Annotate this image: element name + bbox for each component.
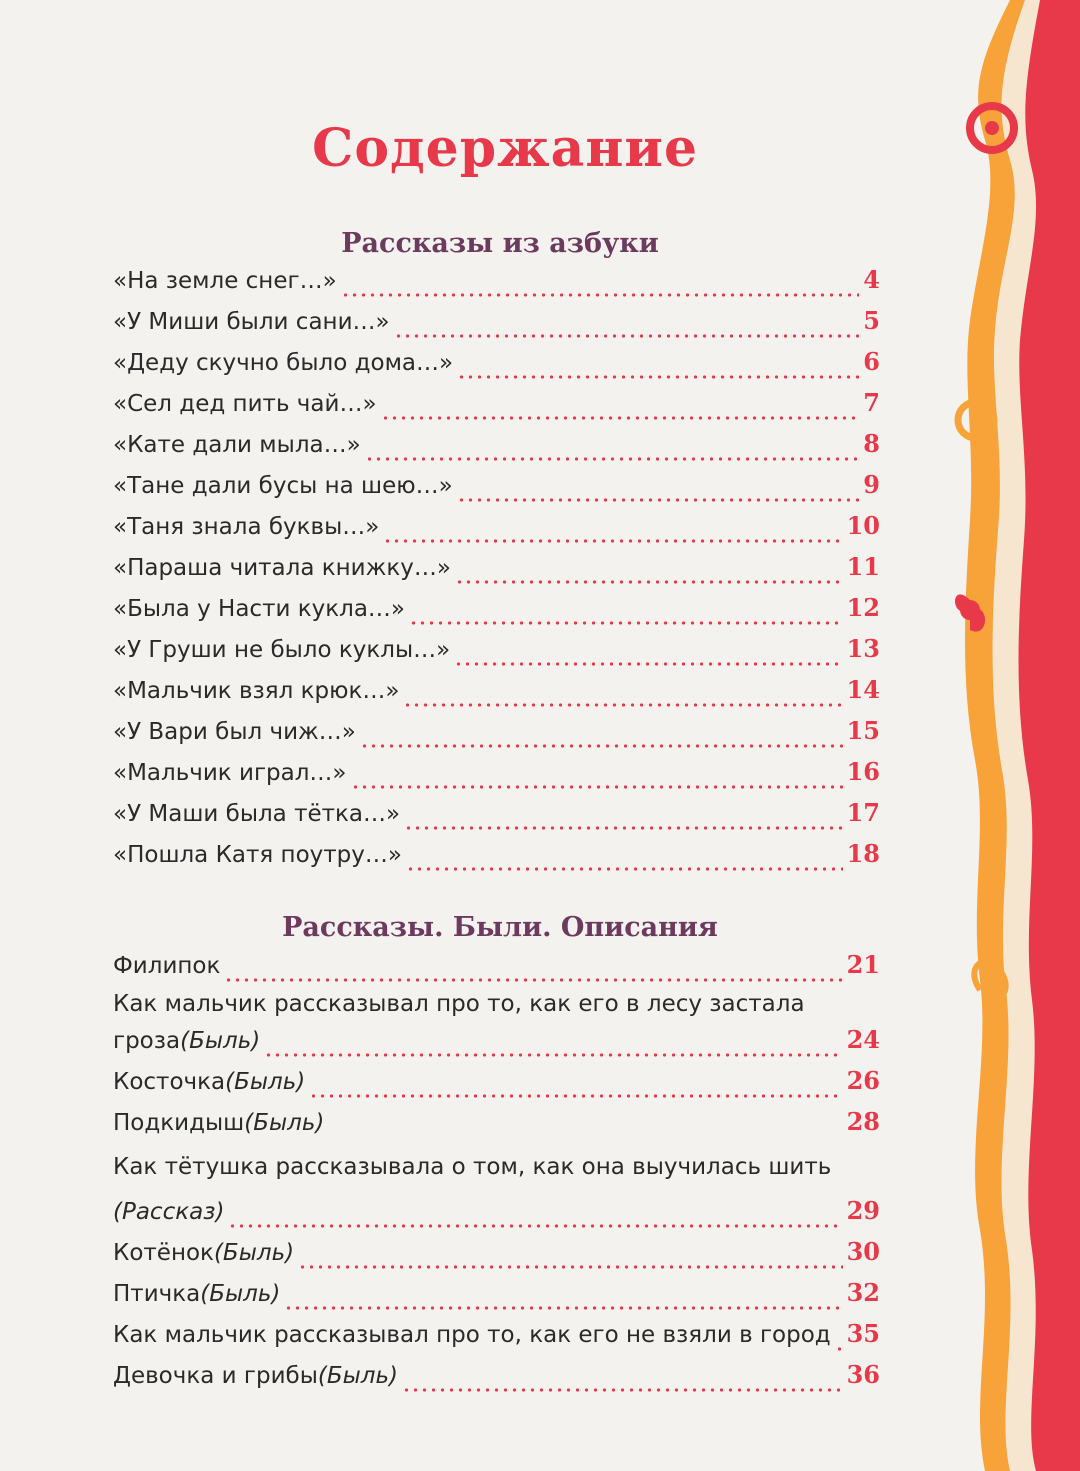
toc-entry[interactable]: «У Груши не было куклы…» 13 [113,634,880,675]
page-number: 24 [846,1025,880,1054]
toc-entry[interactable]: Птичка (Быль) 32 [113,1278,880,1319]
toc-entry[interactable]: «Сел дед пить чай…» 7 [113,388,880,429]
page-number: 8 [863,429,880,458]
toc-list-azbuka [113,265,880,880]
page-number: 15 [846,716,880,745]
page-number: 30 [846,1237,880,1266]
toc-entry[interactable]: «У Маши была тётка…» 17 [113,798,880,839]
page-number: 7 [863,388,880,417]
toc-entry[interactable]: «Тане дали бусы на шею…» 9 [113,470,880,511]
page-number: 10 [846,511,880,540]
toc-entry[interactable]: «Мальчик взял крюк…» 14 [113,675,880,716]
page-number: 21 [846,950,880,979]
toc-entry[interactable]: «Пошла Катя поутру…» 18 [113,839,880,880]
page-number: 36 [846,1360,880,1389]
toc-entry[interactable]: гроза (Быль) 24 [113,1025,880,1066]
toc-entry[interactable]: «Была у Насти кукла…» 12 [113,593,880,634]
toc-entry[interactable]: «Параша читала книжку…» 11 [113,552,880,593]
toc-entry[interactable]: «Кате дали мыла…» 8 [113,429,880,470]
page-number: 16 [846,757,880,786]
page-number: 9 [863,470,880,499]
toc-entry[interactable]: Косточка (Быль) 26 [113,1066,880,1107]
toc-entry[interactable]: Филипок 21 [113,950,880,991]
page-number: 14 [846,675,880,704]
section-heading-byli: Рассказы. Были. Описания [282,912,718,943]
page-number: 29 [846,1196,880,1225]
page-number: 35 [846,1319,880,1348]
toc-entry-line[interactable]: Как тётушка рассказывала о том, как она выучилась шить [113,1154,832,1180]
page-number: 18 [846,839,880,868]
toc-entry-line[interactable]: Как мальчик рассказывал про то, как его в лесу застала [113,991,805,1017]
toc-entry[interactable]: «Таня знала буквы…» 10 [113,511,880,552]
toc-entry[interactable]: Как мальчик рассказывал про то, как его не взяли в город 35 [113,1319,880,1360]
page-title: Содержание [311,118,699,179]
toc-list-byli [113,950,880,1401]
page-number: 11 [846,552,880,581]
page-number: 5 [863,306,880,335]
toc-entry[interactable]: Подкидыш (Быль) 28 [113,1107,880,1136]
page-number: 28 [846,1107,880,1136]
toc-entry[interactable]: «Деду скучно было дома…» 6 [113,347,880,388]
floral-border-decoration [940,0,1080,1471]
toc-entry[interactable]: (Рассказ) 29 [113,1196,880,1237]
toc-entry[interactable]: «У Вари был чиж…» 15 [113,716,880,757]
page-number: 17 [846,798,880,827]
toc-entry[interactable]: Девочка и грибы (Быль) 36 [113,1360,880,1401]
section-heading-azbuka: Рассказы из азбуки [341,228,659,259]
page-number: 32 [846,1278,880,1307]
page-number: 4 [863,265,880,294]
page-number: 12 [846,593,880,622]
page-number: 13 [846,634,880,663]
page-number: 26 [846,1066,880,1095]
toc-entry[interactable]: Котёнок (Быль) 30 [113,1237,880,1278]
toc-entry[interactable]: «На земле снег…» 4 [113,265,880,306]
toc-entry[interactable]: «У Миши были сани…» 5 [113,306,880,347]
page-number: 6 [863,347,880,376]
toc-entry[interactable]: «Мальчик играл…» 16 [113,757,880,798]
